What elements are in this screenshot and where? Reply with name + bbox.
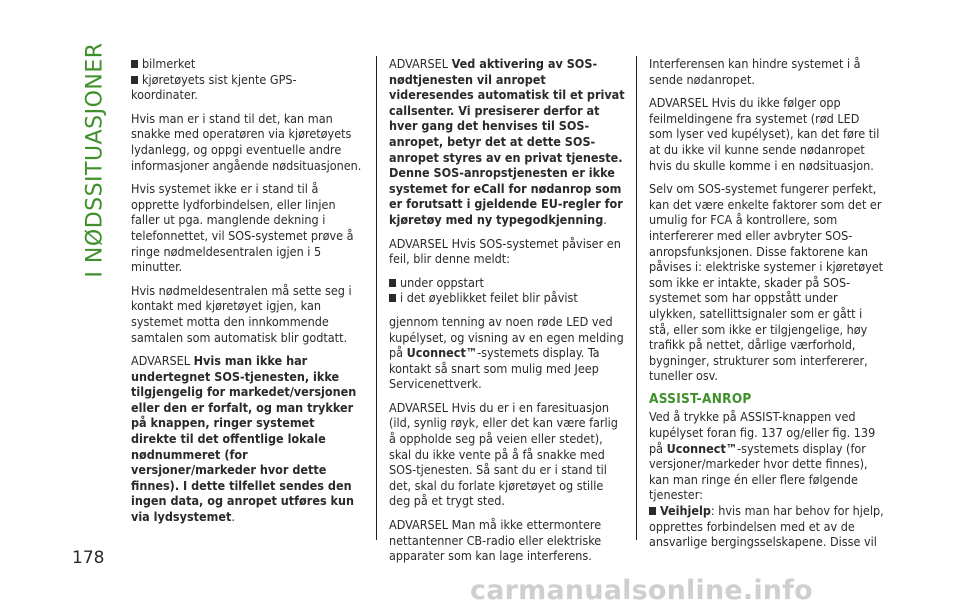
- list-item: bilmerket: [131, 56, 363, 72]
- column-divider: [376, 56, 377, 540]
- warning-text: Hvis man ikke har undertegnet SOS-tjenesten, ikke tilgjengelig for markedet/versjonen eller den er forfalt, og man trykker på knappen, ringer systemet direkte til det offentlige lokale nødnummeret (for versjoner/markeder hvor dette finnes). I dette tilfellet sendes den ingen data, og anropet utføres kun via lydsystemet: [131, 353, 357, 525]
- column-divider: [636, 56, 637, 540]
- section-heading: ASSIST-ANROP: [649, 390, 752, 407]
- bullet-square-icon: [389, 294, 396, 302]
- chapter-side-tab: [80, 44, 110, 276]
- paragraph: Interferensen kan hindre systemet i å sende nødanropet.: [649, 56, 861, 87]
- paragraph: Hvis nødmeldesentralen må sette seg i kontakt med kjøretøyet igjen, kan systemet motta den innkommende samtalen som automatisk blir godtatt.: [131, 282, 352, 345]
- warning-text: Ved aktivering av SOS-nødtjenesten vil anropet videresendes automatisk til et privat callsenter. Vi presiserer derfor at hver gang det henvises til SOS-anropet, betyr det at dette SOS-anropet styres av en privat tjeneste. Denne SOS-anropstjenesten er ikke systemet for eCall for nødanrop som er forutsatt i gjeldende EU-regler for kjøretøy med ny typegodkjenning: [389, 56, 625, 227]
- bullet-square-icon: [389, 279, 396, 287]
- paragraph: gjennom tenning av noen røde LED ved kupélyset, og visning av en egen melding på Uconnect™-systemets display. Ta kontakt så snart som mulig med Jeep Servicenettverk.: [389, 313, 624, 392]
- warning-paragraph: ADVARSEL Ved aktivering av SOS-nødtjenesten vil anropet videresendes automatisk til et privat callsenter. Vi presiserer derfor at hver gang det henvises til SOS-anropet, betyr det at dette SOS-anropet styres av en privat tjeneste. Denne SOS-anropstjenesten er ikke systemet for eCall for nødanrop som er forutsatt i gjeldende EU-regler for kjøretøy med ny typegodkjenning.: [389, 56, 625, 227]
- bullet-square-icon: [131, 60, 138, 68]
- list-item: i det øyeblikket feilet blir påvist: [389, 290, 625, 306]
- column-1: [131, 56, 363, 533]
- bullet-square-icon: [649, 507, 656, 515]
- watermark: carmanualsonline.info: [470, 575, 813, 606]
- column-3: [649, 56, 885, 558]
- warning-paragraph: ADVARSEL Hvis man ikke har undertegnet SOS-tjenesten, ikke tilgjengelig for markedet/versjonen eller den er forfalt, og man trykker på knappen, ringer systemet direkte til det offentlige lokale nødnummeret (for versjoner/markeder hvor dette finnes). I dette tilfellet sendes den ingen data, og anropet utføres kun via lydsystemet.: [131, 353, 357, 525]
- warning-label: ADVARSEL: [131, 353, 191, 369]
- warning-paragraph: ADVARSEL Hvis du er i en faresituasjon (ild, synlig røyk, eller det kan være farlig å oppholde seg på veien eller stedet), skal du ikke vente på å få snakke med SOS-tjenesten. Så sant du er i stand til det, skal du forlate kjøretøyet og stille deg på et trygt sted.: [389, 399, 618, 509]
- bullet-square-icon: [131, 76, 138, 84]
- paragraph: Hvis man er i stand til det, kan man snakke med operatøren via kjøretøyets lydanlegg, og oppgi eventuelle andre informasjoner angående nødsituasjonen.: [131, 110, 362, 173]
- warning-paragraph: ADVARSEL Man må ikke ettermontere nettantenner CB-radio eller elektriske apparater som kan lage interferens.: [389, 517, 602, 564]
- list-item: kjøretøyets sist kjente GPS-koordinater.: [131, 71, 297, 103]
- paragraph: Selv om SOS-systemet fungerer perfekt, kan det være enkelte faktorer som det er umulig for FCA å kontrollere, som interfererer med eller avbryter SOS-anropsfunksjonen. Disse faktorene kan påvises i: elektriske systemer i kjøretøyet som ikke er intakte, skader på SOS-systemet som har oppstått under ulykken, satellittsignaler som er gått i stå, eller som ikke er tilgjengelige, høy trafikk på nettet, dårlige værforhold, bygninger, strukturer som interfererer, tuneller osv.: [649, 181, 884, 384]
- warning-label: ADVARSEL: [389, 56, 449, 71]
- warning-paragraph: ADVARSEL Hvis du ikke følger opp feilmeldingene fra systemet (rød LED som lyser ved kupélyset), kan det føre til at du ikke vil kunne sende nødanropet hvis du skulle komme i en nødsituasjon.: [649, 95, 880, 173]
- page-number: 178: [72, 548, 105, 568]
- list-item: under oppstart: [389, 275, 625, 291]
- paragraph: Ved å trykke på ASSIST-knappen ved kupélyset foran fig. 137 og/eller fig. 139 på Uconnect™-systemets display (for versjoner/markeder hvor dette finnes), kan man ringe én eller flere følgende tjenester:: [649, 409, 876, 503]
- chapter-title: I NØDSSITUASJONER: [82, 42, 108, 278]
- list-item: Veihjelp: hvis man har behov for hjelp, opprettes forbindelsen med et av de ansvarlige bergingsselskapene. Disse vil: [649, 503, 884, 550]
- column-2: [389, 56, 625, 572]
- warning-paragraph: ADVARSEL Hvis SOS-systemet påviser en feil, blir denne meldt:: [389, 235, 621, 267]
- paragraph: Hvis systemet ikke er i stand til å opprette lydforbindelsen, eller linjen faller ut pga. manglende dekning i telefonnettet, vil SOS-systemet prøve å ringe nødmeldesentralen igjen i 5 minutter.: [131, 181, 354, 275]
